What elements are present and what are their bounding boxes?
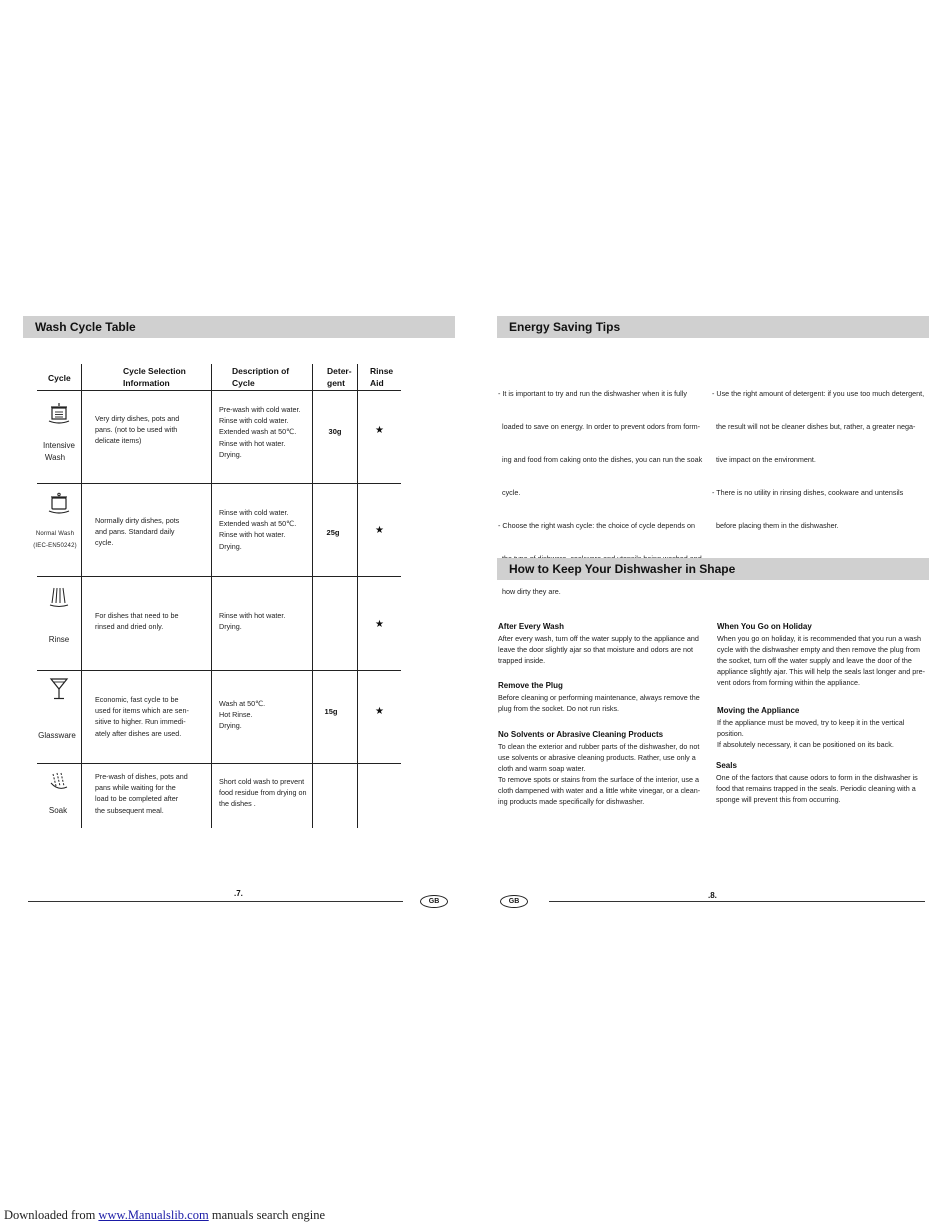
remove-plug-text: Before cleaning or performing maintenance, always remove the plug from the socket. Do not run risks.	[498, 693, 700, 713]
after-wash-text: After every wash, turn off the water supply to the appliance and leave the door slightly ajar so that moisture and odors are not trapped inside.	[498, 634, 699, 665]
cycle-info: Economic, fast cycle to be used for items which are sen- sitive to higher. Run immedi- ately after dishes are used.	[95, 695, 189, 738]
cycle-name-standard: (IEC-EN50242)	[33, 543, 77, 549]
cycle-info: Pre-wash of dishes, pots and pans while waiting for the load to be completed after the subsequent meal.	[95, 772, 188, 815]
holiday-title: When You Go on Holiday	[717, 622, 812, 631]
rinse-aid-star: ★	[375, 525, 384, 536]
normal-pot-icon	[47, 492, 71, 516]
header-det-1: Deter-	[327, 366, 352, 376]
seals-title: Seals	[716, 761, 737, 770]
rinse-aid-star: ★	[375, 706, 384, 717]
cycle-info: For dishes that need to be rinsed and dried only.	[95, 611, 179, 632]
cycle-name: Wash	[44, 453, 66, 462]
cycle-info: Very dirty dishes, pots and pans. (not to be used with delicate items)	[95, 414, 180, 446]
glass-icon	[49, 677, 69, 701]
header-info-1: Cycle Selection	[123, 366, 186, 376]
energy-tips-col-2: - Use the right amount of detergent: if you use too much detergent, the result will not be cleaner dishes but, rather, a greater nega- tive impact on the environment. - There is no utility in rinsing dishes, cookware and untensils before placing them in the dishwasher.	[712, 389, 925, 530]
cycle-name: Soak	[48, 806, 68, 815]
rinse-aid-star: ★	[375, 619, 384, 630]
section-title: How to Keep Your Dishwasher in Shape	[509, 562, 736, 576]
language-badge: GB	[420, 895, 448, 908]
header-cycle: Cycle	[48, 373, 71, 383]
rinse-icon	[48, 586, 70, 608]
footer-rule	[549, 901, 925, 902]
header-rinse-1: Rinse	[370, 366, 394, 376]
page-number: .7.	[234, 889, 243, 898]
download-credit	[4, 1208, 325, 1223]
moving-text: If the appliance must be moved, try to keep it in the vertical position. If absolutely necessary, it can be positioned on its back.	[717, 718, 905, 749]
cycle-description: Pre-wash with cold water. Rinse with cold water. Extended wash at 50℃. Rinse with hot water. Drying.	[219, 405, 301, 459]
footer-rule	[28, 901, 403, 902]
no-solvents-text: To clean the exterior and rubber parts of the dishwasher, do not use solvents or abrasive cleaning products. Rather, use only a cloth and warm soap water. To remove spots or stains from the surface of the interior, use a cloth dampened with water and a little white vinegar, or a clean- ing products made specifically for dishwasher.	[498, 742, 701, 806]
detergent-amount: 30g	[328, 427, 342, 436]
header-desc-1: Description of	[232, 366, 290, 376]
intensive-pot-icon	[47, 402, 71, 426]
soak-icon	[48, 771, 70, 793]
keep-in-shape-header	[497, 558, 929, 580]
section-title: Wash Cycle Table	[35, 320, 136, 334]
wash-cycle-table-header	[23, 316, 455, 338]
header-rinse-2: Aid	[370, 378, 384, 388]
cycle-description: Wash at 50℃. Hot Rinse. Drying.	[219, 699, 266, 731]
cycle-description: Rinse with cold water. Extended wash at 50℃. Rinse with hot water. Drying.	[219, 508, 297, 551]
section-title: Energy Saving Tips	[509, 320, 621, 334]
language-badge: GB	[500, 895, 528, 908]
seals-text: One of the factors that cause odors to form in the dishwasher is food that remains trapped in the seals. Periodic cleaning with a sponge will prevent this from occurring.	[716, 773, 918, 804]
energy-tips-col-1: - It is important to try and run the dishwasher when it is fully loaded to save on energy. In order to prevent odors from form- ing and food from caking onto the dishes, you can run the soak cycle. - Choose the right wash cycle: the choice of cycle depends on how dirty they are.	[498, 389, 703, 596]
credit-suffix: manuals search engine	[208, 1208, 325, 1222]
detergent-amount: 25g	[326, 528, 340, 537]
cycle-name: Glassware	[38, 731, 76, 740]
holiday-text: When you go on holiday, it is recommended that you run a wash cycle with the dishwasher empty and then remove the plug from the socket, turn off the water supply and leave the door of the appliance slightly ajar. This will help the seals last longer and pre- vent odors from forming within the appliance.	[717, 634, 926, 687]
energy-saving-header	[497, 316, 929, 338]
cycle-description: Rinse with hot water. Drying.	[219, 611, 286, 632]
detergent-amount: 15g	[324, 707, 338, 716]
cycle-name: Normal Wash	[35, 531, 75, 537]
credit-prefix: Downloaded from	[4, 1208, 99, 1222]
page-number: .8.	[708, 891, 717, 900]
cycle-description: Short cold wash to prevent food residue from drying on the dishes .	[219, 777, 307, 809]
after-wash-title: After Every Wash	[498, 622, 564, 631]
no-solvents-title: No Solvents or Abrasive Cleaning Products	[498, 730, 664, 739]
wash-cycle-table	[33, 364, 401, 828]
cycle-info: Normally dirty dishes, pots and pans. Standard daily cycle.	[95, 516, 180, 548]
cycle-name: Intensive	[42, 441, 76, 450]
header-det-2: gent	[327, 378, 345, 388]
remove-plug-title: Remove the Plug	[498, 681, 563, 690]
rinse-aid-star: ★	[375, 425, 384, 436]
cycle-name: Rinse	[48, 635, 70, 644]
moving-title: Moving the Appliance	[717, 706, 800, 715]
header-info-2: Information	[123, 378, 170, 388]
manualslib-link[interactable]: www.Manualslib.com	[98, 1208, 209, 1222]
header-desc-2: Cycle	[232, 378, 255, 388]
